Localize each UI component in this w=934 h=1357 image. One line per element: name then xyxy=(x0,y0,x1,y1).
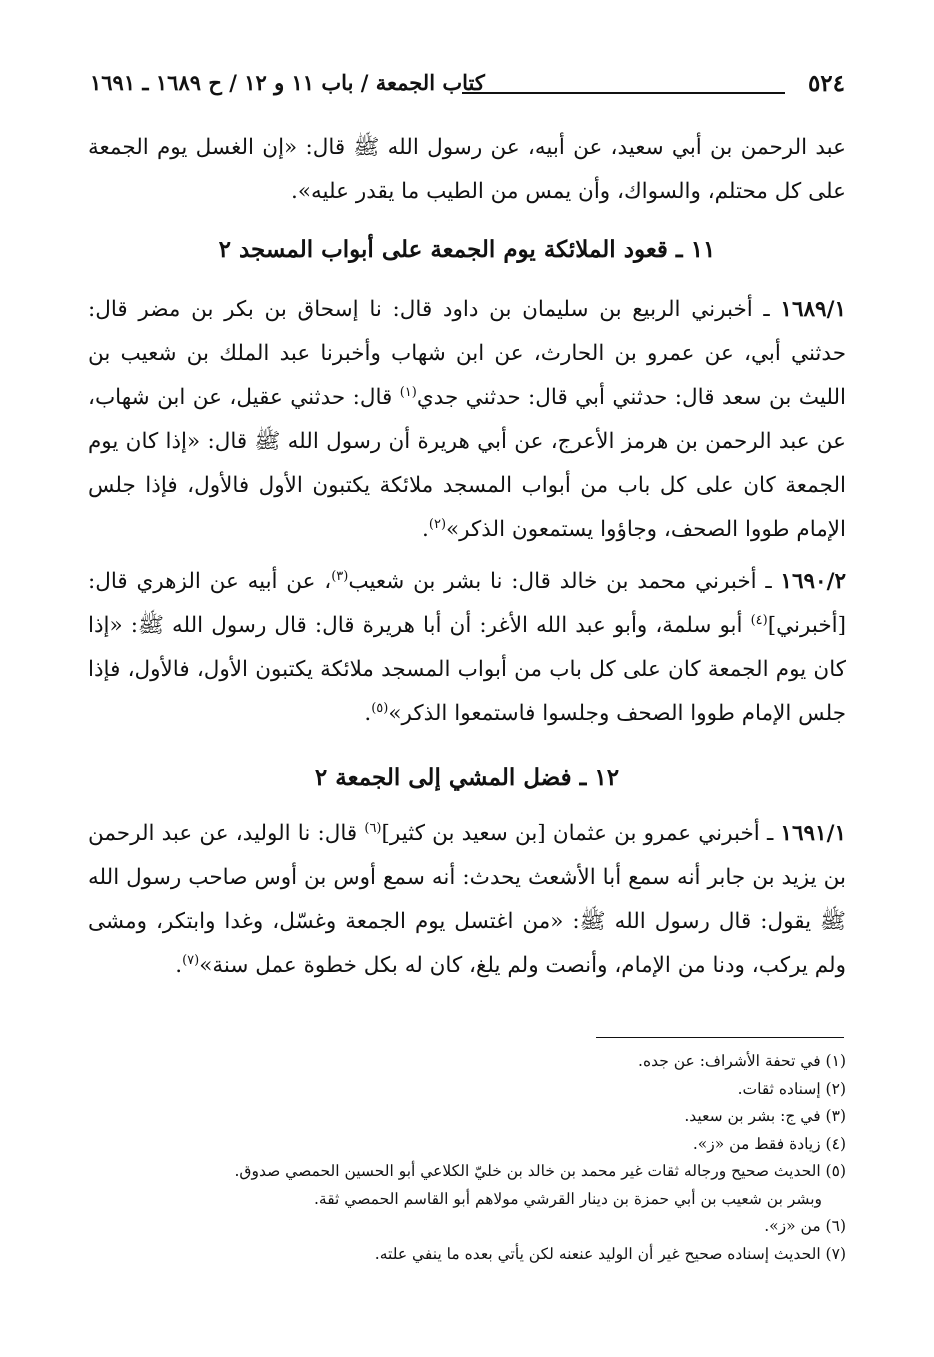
hadith-text: ـ أخبرني محمد بن خالد قال: نا بشر بن شعيب xyxy=(348,569,781,594)
footnote-ref[interactable]: (٣) xyxy=(331,568,349,584)
footnote-3: (٣) في ج: بشر بن سعيد. xyxy=(684,1107,846,1125)
hadith-1690 xyxy=(88,560,846,736)
footnote-ref[interactable]: (٧) xyxy=(182,952,200,968)
footnote-4: (٤) زيادة فقط من «ز». xyxy=(692,1134,846,1153)
hadith-text: قال: نا الوليد، عن عبد الرحمن بن يزيد بن جابر أنه سمع أبا الأشعث يحدث: أنه سمع أوس بن أوس صاحب رسول الله ﷺ يقول: قال رسول الله ﷺ: «من اغتسل يوم الجمعة وغسّل، وغدا وابتكر، ومشى ولم يركب، ودنا من الإمام، وأنصت ولم يلغ، كان له بكل خطوة عمل سنة» xyxy=(88,821,846,978)
hadith-number: ١٦٨٩/١ xyxy=(780,297,846,322)
hadith-number: ١٦٩١/١ xyxy=(780,821,846,846)
footnote-5-continuation: وبشر بن شعيب بن أبي حمزة بن دينار القرشي مولاهم أبو القاسم الحمصي ثقة. xyxy=(313,1189,822,1208)
hadith-text: ـ أخبرني الربيع بن سليمان بن داود قال: نا إسحاق بن بكر بن مضر قال: حدثني أبي، عن عمرو بن الحارث، عن ابن شهاب وأخبرنا عبد الملك بن شعيب بن الليث بن سعد قال: حدثني أبي قال: حدثني جدي xyxy=(88,297,846,410)
header-rule xyxy=(462,92,785,94)
footnote-ref[interactable]: (٤) xyxy=(750,612,768,628)
footnote-ref[interactable]: (٢) xyxy=(428,516,447,532)
hadith-1689 xyxy=(88,288,846,552)
hadith-text: ، عن أبيه عن الزهري قال: [أخبرني] xyxy=(88,569,846,638)
running-title: كتاب الجمعة / باب ١١ و ١٢ / ح ١٦٨٩ ـ ١٦٩١ xyxy=(90,70,485,95)
footnote-1: (١) في تحفة الأشراف: عن جده. xyxy=(638,1052,846,1070)
hadith-text: ـ أخبرني عمرو بن عثمان [بن سعيد بن كثير] xyxy=(381,821,781,846)
footnote-2: (٢) إسناده ثقات. xyxy=(737,1079,846,1098)
hadith-text: . xyxy=(364,701,372,726)
page-number: ٥٢٤ xyxy=(807,70,845,97)
footnote-ref[interactable]: (١) xyxy=(399,384,417,400)
footnote-6: (٦) من «ز». xyxy=(764,1217,846,1235)
hadith-text: . xyxy=(175,953,183,978)
hadith-text: أبو سلمة، وأبو عبد الله الأغر: أن أبا هريرة قال: قال رسول الله ﷺ: «إذا كان يوم الجمعة كان على كل باب من أبواب المسجد ملائكة يكتبون الأول، فالأول، فإذا جلس الإمام طووا الصحف وجلسوا فاستمعوا الذكر» xyxy=(88,613,846,726)
footnote-5: (٥) الحديث صحيح ورجاله ثقات غير محمد بن خالد بن خليّ الكلاعي أبو الحسين الحمصي صدوق. xyxy=(234,1162,846,1180)
footnotes xyxy=(88,1048,846,1268)
footnote-rule xyxy=(596,1037,844,1038)
running-head xyxy=(90,68,845,108)
hadith-number: ١٦٩٠/٢ xyxy=(780,569,846,594)
footnote-ref[interactable]: (٦) xyxy=(364,820,382,836)
section-heading-12: ١٢ ـ فضل المشي إلى الجمعة ٢ xyxy=(314,764,620,791)
footnote-ref[interactable]: (٥) xyxy=(371,700,389,716)
hadith-text: قال: حدثني عقيل، عن ابن شهاب، عن عبد الرحمن بن هرمز الأعرج، عن أبي هريرة أن رسول الله ﷺ قال: «إذا كان يوم الجمعة كان على كل باب من أبواب المسجد ملائكة يكتبون الأول فالأول، فإذا جلس الإمام طووا الصحف، وجاؤوا يستمعون الذكر» xyxy=(88,385,846,542)
hadith-1691 xyxy=(88,812,846,988)
section-heading-11: ١١ ـ قعود الملائكة يوم الجمعة على أبواب المسجد ٢ xyxy=(218,236,716,263)
footnote-7: (٧) الحديث إسناده صحيح غير أن الوليد عنعنه لكن يأتي بعده ما ينفي علته. xyxy=(374,1244,846,1263)
intro-paragraph: عبد الرحمن بن أبي سعيد، عن أبيه، عن رسول الله ﷺ قال: «إن الغسل يوم الجمعة على كل محتلم، والسواك، وأن يمس من الطيب ما يقدر عليه». xyxy=(88,135,846,204)
hadith-text: . xyxy=(422,517,429,542)
